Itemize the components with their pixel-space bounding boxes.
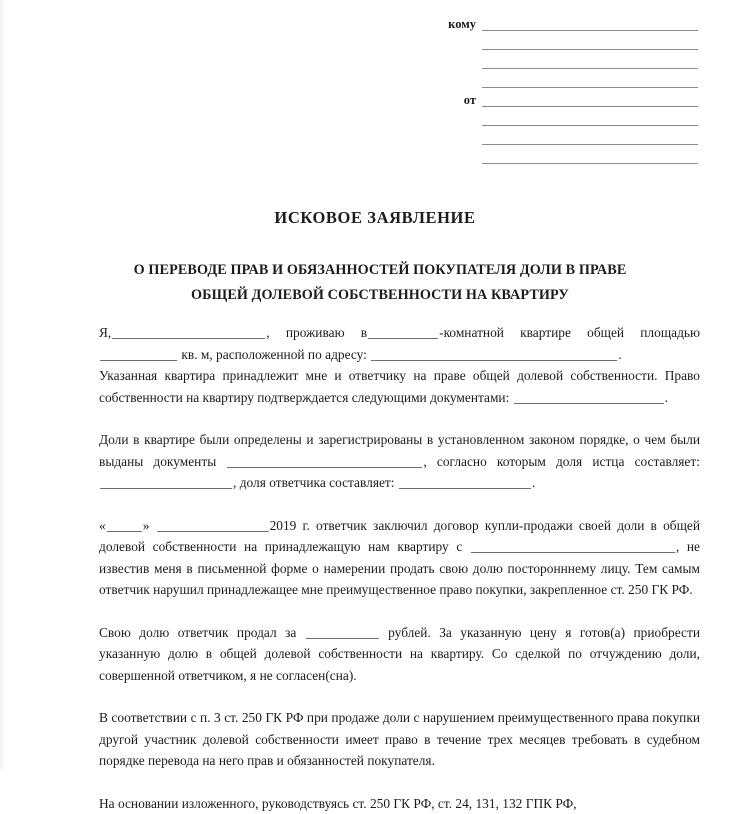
defendant-share-blank[interactable] — [399, 476, 531, 489]
p1-text-2: , проживаю в — [266, 325, 367, 340]
addressee-row — [430, 50, 698, 69]
document-subtitle-line-1: О ПЕРЕВОДЕ ПРАВ И ОБЯЗАННОСТЕЙ ПОКУПАТЕЛЯ ДОЛИ В ПРАВЕ — [100, 258, 660, 283]
p4-text-3: приобрести указанную долю в общей долевой собственности на квартиру. Со сделкой по отчуждению доли, совершенной ответчиком, я не согласен(сна). — [99, 625, 700, 683]
p5-text-1: В соответствии с п. 3 ст. 250 ГК РФ при продаже доли с нарушением преимущественного права покупки другой участник долевой собственности имеет право в течение трех месяцев требовать в судебном порядке перевода на него прав и обязанностей покупателя. — [99, 710, 700, 768]
paragraph-legal-basis — [99, 707, 700, 772]
p6-text-1: На основании изложенного, руководствуясь ст. 250 ГК РФ, ст. 24, 131, 132 ГПК РФ, — [99, 796, 577, 811]
document-body — [99, 322, 700, 814]
addressee-row — [430, 12, 698, 31]
address-blank[interactable] — [371, 348, 617, 361]
plaintiff-name-blank[interactable] — [112, 326, 265, 339]
p1-text-6: Указанная квартира принадлежит мне и ответчику на праве общей долевой собственности. — [99, 368, 658, 383]
p4-text-2: рублей. За указанную цену я готов(а) — [388, 625, 625, 640]
plaintiff-share-blank[interactable] — [100, 476, 232, 489]
sender-line-2[interactable] — [482, 112, 698, 126]
paragraph-shares — [99, 429, 700, 494]
p3-text-4: общей долевой собственности на принадлежащую нам квартиру с — [99, 518, 700, 555]
p3-text-3: 2019 г. ответчик заключил договор купли-продажи своей доли в — [270, 518, 657, 533]
addressee-to-label: кому — [430, 17, 482, 31]
p2-text-2: о чем были выданы документы — [99, 432, 700, 469]
paragraph-conclusion — [99, 793, 700, 814]
sender-line-1[interactable] — [482, 93, 698, 107]
buyer-name-blank[interactable] — [471, 540, 675, 553]
p3-text-2: » — [143, 518, 150, 533]
p3-text-1: « — [99, 518, 106, 533]
paragraph-ownership — [99, 365, 700, 408]
sender-line-3[interactable] — [482, 131, 698, 145]
p1-text-3: -комнатной квартире общей площадью — [439, 325, 700, 340]
p3-text-5: , — [676, 539, 679, 554]
addressee-row — [430, 69, 698, 88]
sender-from-label: от — [430, 93, 482, 107]
room-count-blank[interactable] — [368, 326, 438, 339]
contract-day-blank[interactable] — [107, 519, 142, 532]
sender-row — [430, 145, 698, 164]
sender-line-4[interactable] — [482, 150, 698, 164]
p1-text-4: кв. м, расположенной по адресу: — [181, 347, 367, 362]
p2-text-6: . — [532, 475, 535, 490]
p1-text-8: . — [665, 390, 668, 405]
document-subtitle — [100, 258, 660, 308]
issued-documents-blank[interactable] — [227, 455, 422, 468]
p1-text-7: Право собственности на квартиру подтверждается следующими документами: — [99, 368, 700, 405]
p1-text-5: . — [618, 347, 621, 362]
p2-text-4: доля истца составляет: — [556, 454, 700, 469]
addressee-to-line-1[interactable] — [482, 17, 698, 31]
sale-price-blank[interactable] — [306, 626, 379, 639]
document-title: ИСКОВОЕ ЗАЯВЛЕНИЕ — [0, 208, 750, 228]
paragraph-intro — [99, 322, 700, 365]
contract-month-blank[interactable] — [157, 519, 269, 532]
total-area-blank[interactable] — [100, 348, 177, 361]
p2-text-3: , согласно которым — [423, 454, 545, 469]
paragraph-price — [99, 622, 700, 687]
paragraph-contract — [99, 515, 700, 601]
addressee-header-block — [430, 12, 698, 164]
sender-row — [430, 88, 698, 107]
addressee-row — [430, 31, 698, 50]
addressee-to-line-4[interactable] — [482, 74, 698, 88]
addressee-to-line-3[interactable] — [482, 55, 698, 69]
p2-text-1: Доли в квартире были определены и зарегистрированы в установленном законом порядке, — [99, 432, 629, 447]
ownership-documents-blank[interactable] — [514, 391, 664, 404]
p3-text-6: не известив меня в письменной форме о намерении продать свою долю посторонннему лицу. Тем самым ответчик нарушил принадлежащее мне преимущественное право покупки, закрепленное ст. 250 ГК РФ. — [99, 539, 700, 597]
document-subtitle-line-2: ОБЩЕЙ ДОЛЕВОЙ СОБСТВЕННОСТИ НА КВАРТИРУ — [100, 283, 660, 308]
sender-row — [430, 107, 698, 126]
addressee-to-line-2[interactable] — [482, 36, 698, 50]
sender-row — [430, 126, 698, 145]
p1-text-1: Я, — [99, 325, 111, 340]
scan-edge-artifact — [0, 0, 6, 769]
p4-text-1: Свою долю ответчик продал за — [99, 625, 296, 640]
p2-text-5: , доля ответчика составляет: — [233, 475, 395, 490]
